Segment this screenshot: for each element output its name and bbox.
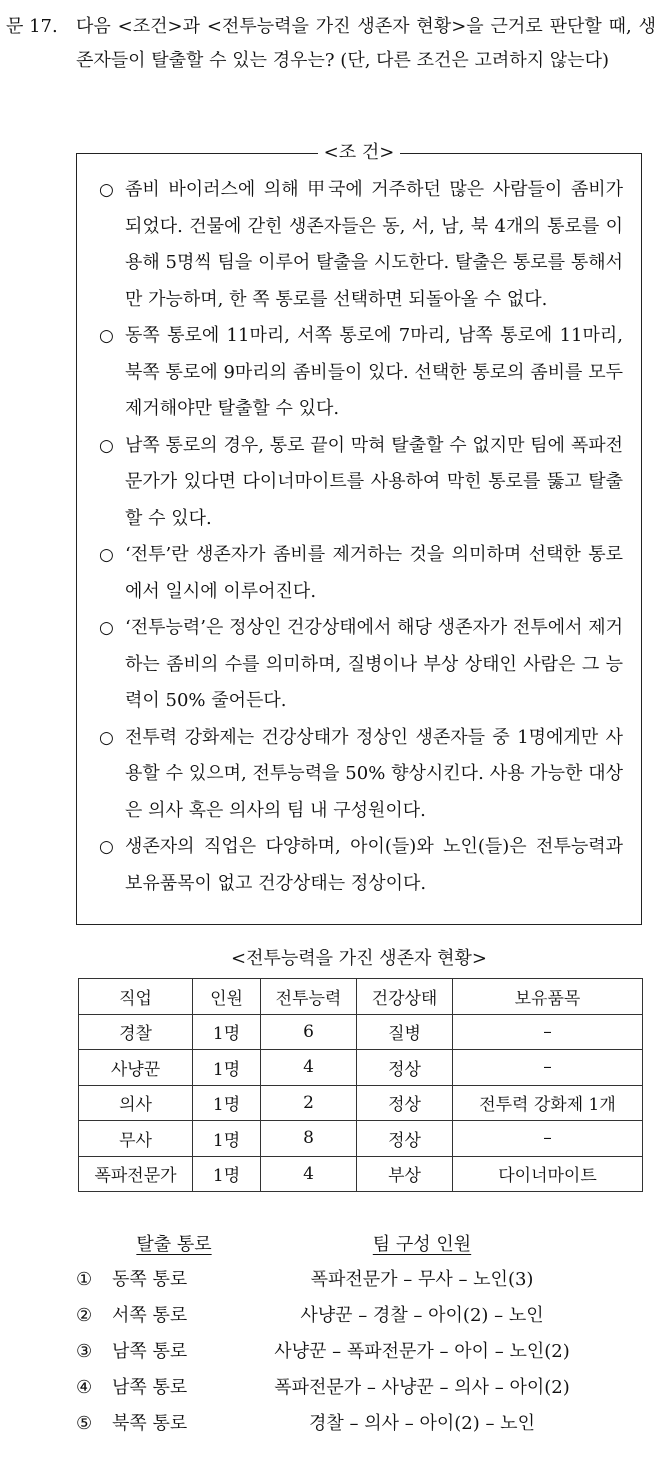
survivor-table-title: <전투능력을 가진 생존자 현황> [231,948,487,969]
team-header: 팀 구성 인원 [372,1234,472,1255]
cell-combat: 4 [261,1156,357,1192]
choice-team: 사냥꾼 – 폭파전문가 – 아이 – 노인(2) [274,1341,570,1362]
cell-health: 정상 [357,1085,453,1121]
choice-route: 동쪽 통로 [112,1269,188,1290]
condition-item [99,829,623,902]
question-block [6,10,656,78]
condition-item [99,172,623,318]
choice-route: 서쪽 통로 [112,1305,188,1326]
cell-count: 1명 [193,1156,261,1192]
answer-choice-5[interactable] [76,1406,642,1442]
table-row [79,1085,643,1121]
choice-number: ⑤ [76,1413,93,1434]
cell-health: 부상 [357,1156,453,1192]
header-items: 보유품목 [453,979,643,1015]
question-text: 다음 <조건>과 <전투능력을 가진 생존자 현황>을 근거로 판단할 때, 생존자들이 탈출할 수 있는 경우는? (단, 다른 조건은 고려하지 않는다) [76,16,656,71]
cell-count: 1명 [193,1085,261,1121]
cell-count: 1명 [193,1014,261,1050]
condition-text: 좀비 바이러스에 의해 甲국에 거주하던 많은 사람들이 좀비가 되었다. 건물에 갇힌 생존자들은 동, 서, 남, 북 4개의 통로를 이용해 5명씩 팀을 이루어 탈출을 시도한다. 탈출은 통로를 통해서만 가능하며, 한 쪽 통로를 선택하면 되돌아올 수 없다. [125,179,623,310]
choices-header [76,1228,642,1262]
circle-bullet-icon: ○ [99,180,114,200]
choice-team: 폭파전문가 – 무사 – 노인(3) [310,1269,534,1290]
choice-number: ① [76,1269,93,1290]
condition-text: 동쪽 통로에 11마리, 서쪽 통로에 7마리, 남쪽 통로에 11마리, 북쪽 통로에 9마리의 좀비들이 있다. 선택한 통로의 좀비를 모두 제거해야만 탈출할 수 있다. [125,325,623,419]
choice-route: 남쪽 통로 [112,1341,188,1362]
choice-team: 폭파전문가 – 사냥꾼 – 의사 – 아이(2) [274,1377,570,1398]
choice-route: 남쪽 통로 [112,1377,188,1398]
answer-choices [76,1228,642,1442]
cell-job: 경찰 [79,1014,193,1050]
condition-text: 남쪽 통로의 경우, 통로 끝이 막혀 탈출할 수 없지만 팀에 폭파전문가가 있다면 다이너마이트를 사용하여 막힌 통로를 뚫고 탈출할 수 있다. [125,434,623,529]
answer-choice-2[interactable] [76,1298,642,1334]
choice-number: ② [76,1305,93,1326]
condition-item [99,428,623,538]
cell-job: 사냥꾼 [79,1050,193,1086]
cell-combat: 4 [261,1050,357,1086]
condition-item [99,720,623,830]
condition-text: 전투력 강화제는 건강상태가 정상인 생존자들 중 1명에게만 사용할 수 있으며, 전투능력을 50% 향상시킨다. 사용 가능한 대상은 의사 혹은 의사의 팀 내 구성원이다. [125,726,623,821]
header-job: 직업 [79,979,193,1015]
cell-items: – [453,1050,643,1086]
header-combat: 전투능력 [261,979,357,1015]
circle-bullet-icon: ○ [99,837,114,857]
question-number: 문 17. [6,16,58,37]
cell-job: 폭파전문가 [79,1156,193,1192]
answer-choice-4[interactable] [76,1370,642,1406]
condition-item [99,537,623,610]
header-health: 건강상태 [357,979,453,1015]
conditions-title: <조 건> [318,142,401,163]
cell-health: 정상 [357,1121,453,1157]
condition-text: 생존자의 직업은 다양하며, 아이(들)와 노인(들)은 전투능력과 보유품목이 없고 건강상태는 정상이다. [125,836,623,894]
circle-bullet-icon: ○ [99,727,114,748]
table-row [79,1156,643,1192]
cell-count: 1명 [193,1121,261,1157]
condition-item [99,610,623,720]
condition-text: ‘전투’란 생존자가 좀비를 제거하는 것을 의미하며 선택한 통로에서 일시에 이루어진다. [125,544,623,602]
table-header-row [79,979,643,1015]
cell-items: – [453,1121,643,1157]
conditions-list [77,154,641,902]
circle-bullet-icon: ○ [99,545,114,565]
answer-choice-3[interactable] [76,1334,642,1370]
cell-combat: 6 [261,1014,357,1050]
answer-choice-1[interactable] [76,1262,642,1298]
cell-items: 다이너마이트 [453,1156,643,1192]
table-row [79,1014,643,1050]
choice-team: 경찰 – 의사 – 아이(2) – 노인 [309,1413,535,1434]
table-row [79,1121,643,1157]
conditions-box [76,142,642,925]
route-header: 탈출 통로 [136,1234,212,1255]
cell-combat: 2 [261,1085,357,1121]
circle-bullet-icon: ○ [99,618,114,638]
cell-job: 무사 [79,1121,193,1157]
cell-items: – [453,1014,643,1050]
cell-health: 질병 [357,1014,453,1050]
cell-items: 전투력 강화제 1개 [453,1085,643,1121]
cell-job: 의사 [79,1085,193,1121]
cell-combat: 8 [261,1121,357,1157]
choice-number: ④ [76,1377,93,1398]
choice-route: 북쪽 통로 [112,1413,188,1434]
condition-item [99,318,623,428]
cell-health: 정상 [357,1050,453,1086]
circle-bullet-icon: ○ [99,435,114,456]
circle-bullet-icon: ○ [99,326,114,346]
table-row [79,1050,643,1086]
condition-text: ‘전투능력’은 정상인 건강상태에서 해당 생존자가 전투에서 제거하는 좀비의 수를 의미하며, 질병이나 부상 상태인 사람은 그 능력이 50% 줄어든다. [125,617,623,711]
choice-team: 사냥꾼 – 경찰 – 아이(2) – 노인 [300,1305,544,1326]
header-count: 인원 [193,979,261,1015]
survivor-table [78,978,643,1192]
choice-number: ③ [76,1341,93,1362]
cell-count: 1명 [193,1050,261,1086]
